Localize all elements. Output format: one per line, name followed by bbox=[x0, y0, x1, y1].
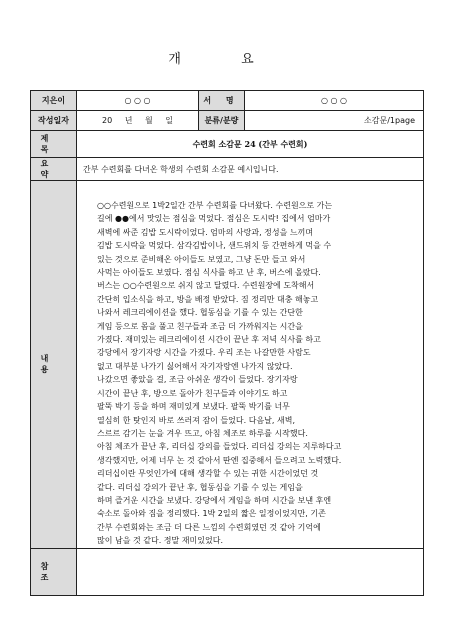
content-label: 내 용 bbox=[31, 181, 77, 549]
content-row bbox=[31, 181, 424, 549]
content-line: 있는 것으로 준비해온 아이들도 보였고, 그냥 돈만 들고 와서 bbox=[97, 254, 306, 264]
content-line: 스르르 감기는 눈을 겨우 뜨고, 아침 체조로 하루를 시작했다. bbox=[97, 428, 308, 438]
content-line: 새벽에 싸준 김밥 도시락이었다. 엄마의 사랑과, 정성을 느끼며 bbox=[97, 227, 314, 237]
content-lines bbox=[97, 199, 407, 548]
subject-row bbox=[31, 131, 424, 158]
content-line: 리더십이란 무엇인가에 대해 생각할 수 있는 귀한 시간이었던 것 bbox=[97, 469, 319, 479]
summary-row bbox=[31, 158, 424, 181]
content-line: 생각했지만, 어제 너무 논 것 같아서 딴엔 집중해서 들으려고 노력했다. bbox=[97, 455, 342, 465]
header-row-2 bbox=[31, 111, 424, 131]
date-value: 20 년 월 일 bbox=[77, 111, 199, 131]
content-line: 많이 남을 것 같다. 정말 재미있었다. bbox=[97, 536, 223, 546]
reference-label: 참 조 bbox=[31, 548, 77, 595]
content-line: 길에 ●●에서 맛있는 점심을 먹었다. 점심은 도시락! 집에서 엄마가 bbox=[97, 214, 331, 224]
content-line: 김밥 도시락을 먹었다. 삼각김밥이나, 샌드위치 등 간편하게 먹을 수 bbox=[97, 241, 332, 251]
content-line: 같다. 리더십 강의가 끝난 후, 협동심을 기를 수 있는 게임을 bbox=[97, 482, 303, 492]
content-line: 간단히 입소식을 하고, 방을 배정 받았다. 짐 정리만 대충 해놓고 bbox=[97, 294, 319, 304]
writer-label: 서 명 bbox=[199, 91, 245, 111]
content-line: 열심히 한 탓인지 바로 쓰러져 잠이 들었다. 다음날, 새벽, bbox=[97, 415, 295, 425]
content-line: 팔뚝 박기 등을 하며 재미있게 보냈다. 팔뚝 박기를 너무 bbox=[97, 402, 290, 412]
content-line: 숙소로 돌아와 짐을 정리했다. 1박 2일의 짧은 일정이었지만, 기존 bbox=[97, 509, 326, 519]
category-value: 소감문/1page bbox=[245, 111, 424, 131]
date-label: 작성일자 bbox=[31, 111, 77, 131]
content-line: 나와서 레크리에이션을 했다. 협동심을 기를 수 있는 간단한 bbox=[97, 308, 303, 318]
content-line: 없고 대부분 나가기 싫어해서 자기자랑엔 나가지 않았다. bbox=[97, 361, 293, 371]
summary-value: 간부 수련회를 다녀온 학생의 수련회 소감문 예시입니다. bbox=[77, 158, 424, 181]
content-line: 아침 체조가 끝난 후, 리더십 강의를 들었다. 리더십 강의는 지루하다고 bbox=[97, 442, 342, 452]
content-line: 사먹는 아이들도 보였다. 점심 식사를 하고 난 후, 버스에 올랐다. bbox=[97, 268, 321, 278]
content-line: 나갔으면 좋았을 걸, 조금 아쉬운 생각이 들었다. 장기자랑 bbox=[97, 375, 298, 385]
content-line: 강당에서 장기자랑 시간을 가졌다. 우리 조는 나갈만한 사람도 bbox=[97, 348, 311, 358]
author-label: 지은이 bbox=[31, 91, 77, 111]
content-line: 하며 즐거운 시간을 보냈다. 강당에서 게임을 하며 시간을 보낸 후엔 bbox=[97, 495, 332, 505]
content-line: 간부 수련회와는 조금 더 다른 느낌의 수련회였던 것 같아 기억에 bbox=[97, 522, 321, 532]
content-body bbox=[77, 181, 424, 549]
author-value: ○ ○ ○ bbox=[77, 91, 199, 111]
reference-value bbox=[77, 548, 424, 595]
document-table bbox=[30, 90, 424, 596]
category-label: 분류/분량 bbox=[199, 111, 245, 131]
document-title: 개 요 bbox=[168, 52, 282, 67]
content-line: 시간이 끝난 후, 방으로 돌아가 친구들과 이야기도 하고 bbox=[97, 388, 288, 398]
subject-label: 제 목 bbox=[31, 131, 77, 158]
subject-value: 수련회 소감문 24 (간부 수련회) bbox=[77, 131, 424, 158]
content-line: 버스는 ○○수련원으로 쉬지 않고 달렸다. 수련원장에 도착해서 bbox=[97, 281, 315, 291]
header-row-1 bbox=[31, 91, 424, 111]
summary-label: 요 약 bbox=[31, 158, 77, 181]
content-line: ○○수련원으로 1박2일간 간부 수련회를 다녀왔다. 수련원으로 가는 bbox=[97, 201, 333, 210]
content-line: 게임 등으로 몸을 풀고 친구들과 조금 더 가까워지는 시간을 bbox=[97, 321, 303, 331]
reference-row bbox=[31, 548, 424, 595]
writer-value: ○ ○ ○ bbox=[245, 91, 424, 111]
content-line: 가졌다. 재미있는 레크리에이션 시간이 끝난 후 저녁 식사를 하고 bbox=[97, 335, 321, 345]
